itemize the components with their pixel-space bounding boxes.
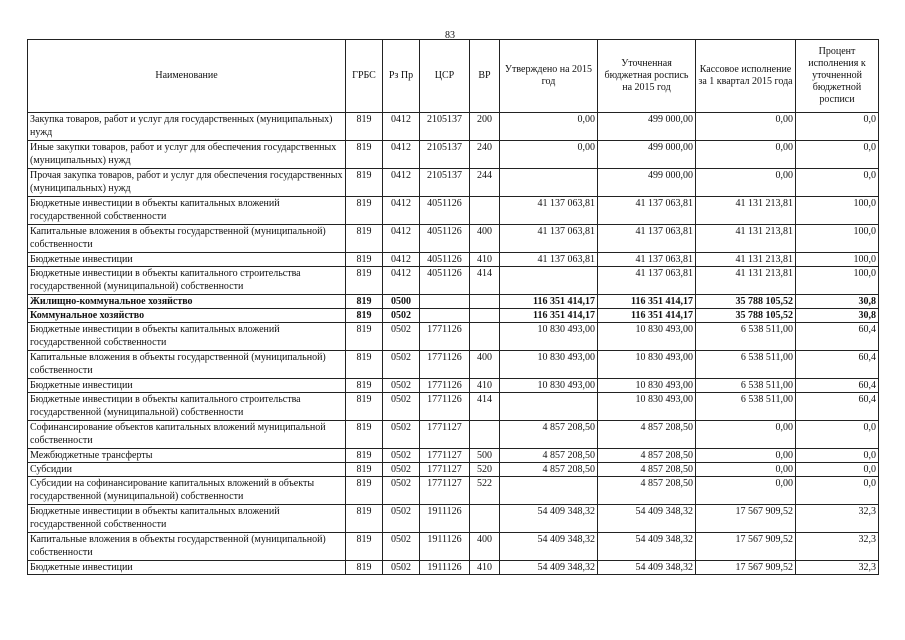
cell-rzpr: 0502 [383,393,420,421]
cell-csr: 1771126 [420,379,470,393]
cell-csr: 4051126 [420,267,470,295]
header-csr: ЦСР [420,40,470,113]
cell-cash: 0,00 [696,141,796,169]
cell-name: Бюджетные инвестиции в объекты капитальных вложений государственной собственности [28,323,346,351]
table-body [28,113,879,575]
cell-name: Жилищно-коммунальное хозяйство [28,295,346,309]
cell-grbs: 819 [346,449,383,463]
cell-approved [500,477,598,505]
cell-percent: 60,4 [796,393,879,421]
table-row [28,463,879,477]
cell-grbs: 819 [346,421,383,449]
header-rzpr: Рз Пр [383,40,420,113]
cell-cash: 0,00 [696,463,796,477]
cell-vr: 400 [470,225,500,253]
cell-cash: 0,00 [696,477,796,505]
cell-csr: 1771126 [420,351,470,379]
cell-csr: 1771127 [420,421,470,449]
cell-vr: 520 [470,463,500,477]
cell-cash: 35 788 105,52 [696,295,796,309]
table-header-row [28,40,879,113]
cell-percent: 100,0 [796,197,879,225]
cell-csr: 1771127 [420,449,470,463]
cell-csr: 2105137 [420,169,470,197]
cell-csr: 4051126 [420,225,470,253]
cell-vr: 410 [470,379,500,393]
cell-percent: 30,8 [796,309,879,323]
cell-name: Закупка товаров, работ и услуг для государственных (муниципальных) нужд [28,113,346,141]
cell-approved: 0,00 [500,141,598,169]
header-percent: Процент исполнения к уточненной бюджетной росписи [796,40,879,113]
cell-approved: 54 409 348,32 [500,561,598,575]
cell-vr: 414 [470,267,500,295]
cell-rzpr: 0412 [383,141,420,169]
cell-cash: 0,00 [696,449,796,463]
cell-percent: 0,0 [796,449,879,463]
cell-refined: 4 857 208,50 [598,463,696,477]
cell-csr: 1771126 [420,323,470,351]
cell-refined: 4 857 208,50 [598,421,696,449]
cell-name: Иные закупки товаров, работ и услуг для обеспечения государственных (муниципальных) нужд [28,141,346,169]
cell-rzpr: 0502 [383,421,420,449]
cell-grbs: 819 [346,267,383,295]
cell-grbs: 819 [346,323,383,351]
cell-cash: 41 131 213,81 [696,267,796,295]
table-row [28,421,879,449]
cell-refined: 41 137 063,81 [598,267,696,295]
cell-csr: 1771127 [420,477,470,505]
cell-rzpr: 0502 [383,463,420,477]
cell-rzpr: 0412 [383,197,420,225]
cell-refined: 4 857 208,50 [598,477,696,505]
header-grbs: ГРБС [346,40,383,113]
table-row [28,505,879,533]
cell-name: Бюджетные инвестиции [28,379,346,393]
cell-approved: 10 830 493,00 [500,379,598,393]
cell-cash: 6 538 511,00 [696,323,796,351]
cell-approved: 54 409 348,32 [500,533,598,561]
cell-name: Софинансирование объектов капитальных вложений муниципальной собственности [28,421,346,449]
cell-vr: 200 [470,113,500,141]
cell-approved: 116 351 414,17 [500,295,598,309]
cell-vr [470,421,500,449]
cell-name: Бюджетные инвестиции в объекты капитальных вложений государственной собственности [28,505,346,533]
cell-name: Бюджетные инвестиции в объекты капитального строительства государственной (муниципальной) собственности [28,267,346,295]
cell-csr: 1771126 [420,393,470,421]
cell-refined: 41 137 063,81 [598,197,696,225]
cell-name: Бюджетные инвестиции в объекты капитального строительства государственной (муниципальной) собственности [28,393,346,421]
cell-cash: 0,00 [696,169,796,197]
cell-grbs: 819 [346,379,383,393]
cell-percent: 0,0 [796,113,879,141]
table-row [28,449,879,463]
cell-vr: 500 [470,449,500,463]
cell-rzpr: 0502 [383,477,420,505]
cell-cash: 41 131 213,81 [696,197,796,225]
cell-refined: 10 830 493,00 [598,393,696,421]
cell-approved [500,393,598,421]
cell-csr: 2105137 [420,113,470,141]
cell-refined: 116 351 414,17 [598,295,696,309]
cell-approved: 0,00 [500,113,598,141]
cell-rzpr: 0412 [383,113,420,141]
cell-refined: 41 137 063,81 [598,225,696,253]
cell-csr [420,295,470,309]
header-cash: Кассовое исполнение за 1 квартал 2015 года [696,40,796,113]
cell-percent: 30,8 [796,295,879,309]
cell-name: Капитальные вложения в объекты государственной (муниципальной) собственности [28,533,346,561]
cell-percent: 32,3 [796,561,879,575]
cell-cash: 0,00 [696,421,796,449]
cell-approved: 54 409 348,32 [500,505,598,533]
cell-refined: 10 830 493,00 [598,351,696,379]
cell-grbs: 819 [346,295,383,309]
cell-percent: 60,4 [796,379,879,393]
cell-grbs: 819 [346,505,383,533]
cell-rzpr: 0502 [383,533,420,561]
cell-percent: 60,4 [796,351,879,379]
cell-name: Бюджетные инвестиции [28,561,346,575]
cell-percent: 0,0 [796,141,879,169]
cell-grbs: 819 [346,463,383,477]
table-row [28,323,879,351]
cell-csr: 1911126 [420,533,470,561]
cell-rzpr: 0502 [383,449,420,463]
page-number: 83 [445,30,455,41]
table-row [28,253,879,267]
header-vr: ВР [470,40,500,113]
cell-approved [500,169,598,197]
cell-vr: 410 [470,561,500,575]
cell-rzpr: 0502 [383,351,420,379]
cell-name: Субсидии [28,463,346,477]
cell-grbs: 819 [346,477,383,505]
cell-approved: 41 137 063,81 [500,197,598,225]
cell-refined: 54 409 348,32 [598,505,696,533]
cell-percent: 0,0 [796,477,879,505]
table-row [28,225,879,253]
cell-percent: 100,0 [796,253,879,267]
cell-cash: 35 788 105,52 [696,309,796,323]
cell-percent: 0,0 [796,169,879,197]
table-row [28,197,879,225]
cell-name: Прочая закупка товаров, работ и услуг для обеспечения государственных (муниципальных) нужд [28,169,346,197]
cell-approved: 4 857 208,50 [500,421,598,449]
cell-cash: 17 567 909,52 [696,533,796,561]
cell-name: Бюджетные инвестиции [28,253,346,267]
cell-cash: 17 567 909,52 [696,561,796,575]
table-row [28,379,879,393]
cell-name: Капитальные вложения в объекты государственной (муниципальной) собственности [28,351,346,379]
cell-percent: 100,0 [796,225,879,253]
cell-grbs: 819 [346,253,383,267]
table-row [28,309,879,323]
cell-grbs: 819 [346,169,383,197]
cell-rzpr: 0502 [383,505,420,533]
cell-grbs: 819 [346,197,383,225]
cell-grbs: 819 [346,393,383,421]
cell-vr [470,309,500,323]
cell-percent: 60,4 [796,323,879,351]
cell-csr: 2105137 [420,141,470,169]
cell-csr: 4051126 [420,253,470,267]
cell-refined: 499 000,00 [598,141,696,169]
cell-approved: 41 137 063,81 [500,225,598,253]
cell-cash: 6 538 511,00 [696,379,796,393]
table-row [28,267,879,295]
cell-percent: 32,3 [796,505,879,533]
cell-approved [500,267,598,295]
cell-rzpr: 0502 [383,379,420,393]
table-row [28,169,879,197]
cell-csr [420,309,470,323]
budget-table [27,39,879,575]
cell-refined: 499 000,00 [598,169,696,197]
cell-cash: 0,00 [696,113,796,141]
cell-rzpr: 0412 [383,169,420,197]
cell-grbs: 819 [346,533,383,561]
cell-grbs: 819 [346,225,383,253]
table-row [28,351,879,379]
header-name: Наименование [28,40,346,113]
cell-vr [470,295,500,309]
cell-vr: 522 [470,477,500,505]
cell-percent: 100,0 [796,267,879,295]
cell-vr: 400 [470,351,500,379]
cell-cash: 6 538 511,00 [696,393,796,421]
cell-rzpr: 0412 [383,253,420,267]
cell-name: Коммунальное хозяйство [28,309,346,323]
cell-vr: 410 [470,253,500,267]
cell-approved: 116 351 414,17 [500,309,598,323]
cell-rzpr: 0502 [383,309,420,323]
cell-vr: 240 [470,141,500,169]
table-row [28,533,879,561]
cell-grbs: 819 [346,309,383,323]
cell-refined: 54 409 348,32 [598,533,696,561]
table-row [28,295,879,309]
cell-refined: 10 830 493,00 [598,323,696,351]
cell-approved: 10 830 493,00 [500,351,598,379]
cell-cash: 17 567 909,52 [696,505,796,533]
cell-csr: 4051126 [420,197,470,225]
cell-percent: 0,0 [796,463,879,477]
table-row [28,141,879,169]
cell-vr [470,197,500,225]
cell-rzpr: 0412 [383,267,420,295]
cell-csr: 1911126 [420,505,470,533]
cell-rzpr: 0500 [383,295,420,309]
cell-name: Бюджетные инвестиции в объекты капитальных вложений государственной собственности [28,197,346,225]
cell-refined: 10 830 493,00 [598,379,696,393]
cell-rzpr: 0502 [383,323,420,351]
cell-percent: 32,3 [796,533,879,561]
cell-percent: 0,0 [796,421,879,449]
cell-grbs: 819 [346,141,383,169]
cell-vr: 414 [470,393,500,421]
cell-refined: 54 409 348,32 [598,561,696,575]
cell-grbs: 819 [346,561,383,575]
cell-refined: 41 137 063,81 [598,253,696,267]
cell-approved: 4 857 208,50 [500,463,598,477]
cell-cash: 6 538 511,00 [696,351,796,379]
cell-grbs: 819 [346,113,383,141]
table-row [28,561,879,575]
cell-refined: 116 351 414,17 [598,309,696,323]
cell-approved: 4 857 208,50 [500,449,598,463]
header-approved: Утверждено на 2015 год [500,40,598,113]
cell-name: Субсидии на софинансирование капитальных вложений в объекты государственной (муниципальной) собственности [28,477,346,505]
cell-vr [470,505,500,533]
cell-csr: 1911126 [420,561,470,575]
table-row [28,393,879,421]
cell-name: Межбюджетные трансферты [28,449,346,463]
cell-grbs: 819 [346,351,383,379]
cell-approved: 10 830 493,00 [500,323,598,351]
cell-rzpr: 0502 [383,561,420,575]
cell-name: Капитальные вложения в объекты государственной (муниципальной) собственности [28,225,346,253]
cell-refined: 499 000,00 [598,113,696,141]
cell-approved: 41 137 063,81 [500,253,598,267]
cell-cash: 41 131 213,81 [696,253,796,267]
table-row [28,477,879,505]
header-refined: Уточненная бюджетная роспись на 2015 год [598,40,696,113]
cell-csr: 1771127 [420,463,470,477]
cell-vr: 244 [470,169,500,197]
cell-cash: 41 131 213,81 [696,225,796,253]
cell-rzpr: 0412 [383,225,420,253]
cell-vr [470,323,500,351]
cell-refined: 4 857 208,50 [598,449,696,463]
table-row [28,113,879,141]
cell-vr: 400 [470,533,500,561]
